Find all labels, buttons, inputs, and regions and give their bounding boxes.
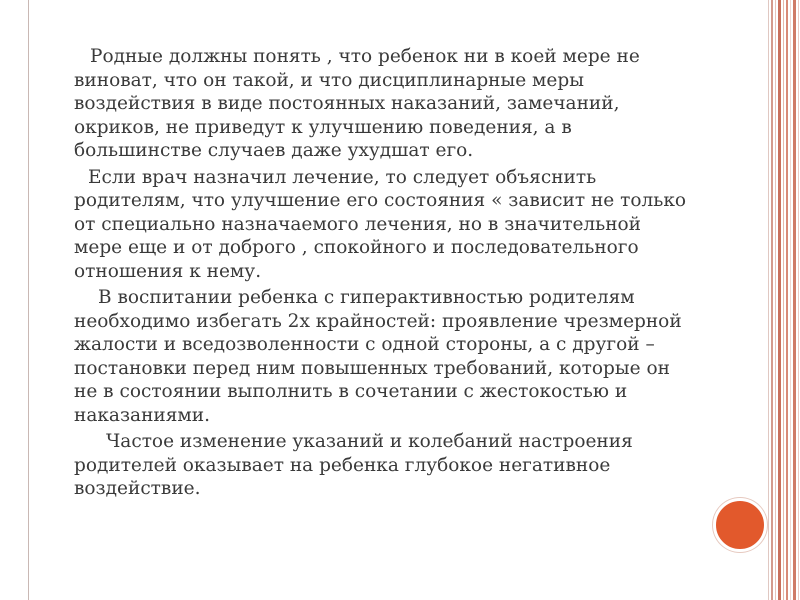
slide-text-body bbox=[74, 45, 694, 504]
decorative-stripes bbox=[768, 0, 800, 600]
paragraph-4: Частое изменение указаний и колебаний настроения родителей оказывает на ребенка глубокое негативное воздействие. bbox=[74, 431, 633, 499]
paragraph-2: Если врач назначил лечение, то следует объяснить родителям, что улучшение его состояния « зависит не только от специально назначаемого лечения, но в значительной мере еще и от доброго , спокойного и последовательного отношения к нему. bbox=[74, 166, 687, 282]
orange-circle-decoration bbox=[713, 498, 767, 552]
paragraph-3: В воспитании ребенка с гиперактивностью родителям необходимо избегать 2х крайностей: проявление чрезмерной жалости и вседозволенности с одной стороны, а с другой – постановки перед ним повышенных требований, которые он не в состоянии выполнить в сочетании с жестокостью и наказаниями. bbox=[74, 287, 682, 426]
paragraph-1: Родные должны понять , что ребенок ни в коей мере не виноват, что он такой, и что дисциплинарные меры воздействия в виде постоянных наказаний, замечаний, окриков, не приведут к улучшению поведения, а в большинстве случаев даже ухудшат его. bbox=[74, 46, 640, 161]
